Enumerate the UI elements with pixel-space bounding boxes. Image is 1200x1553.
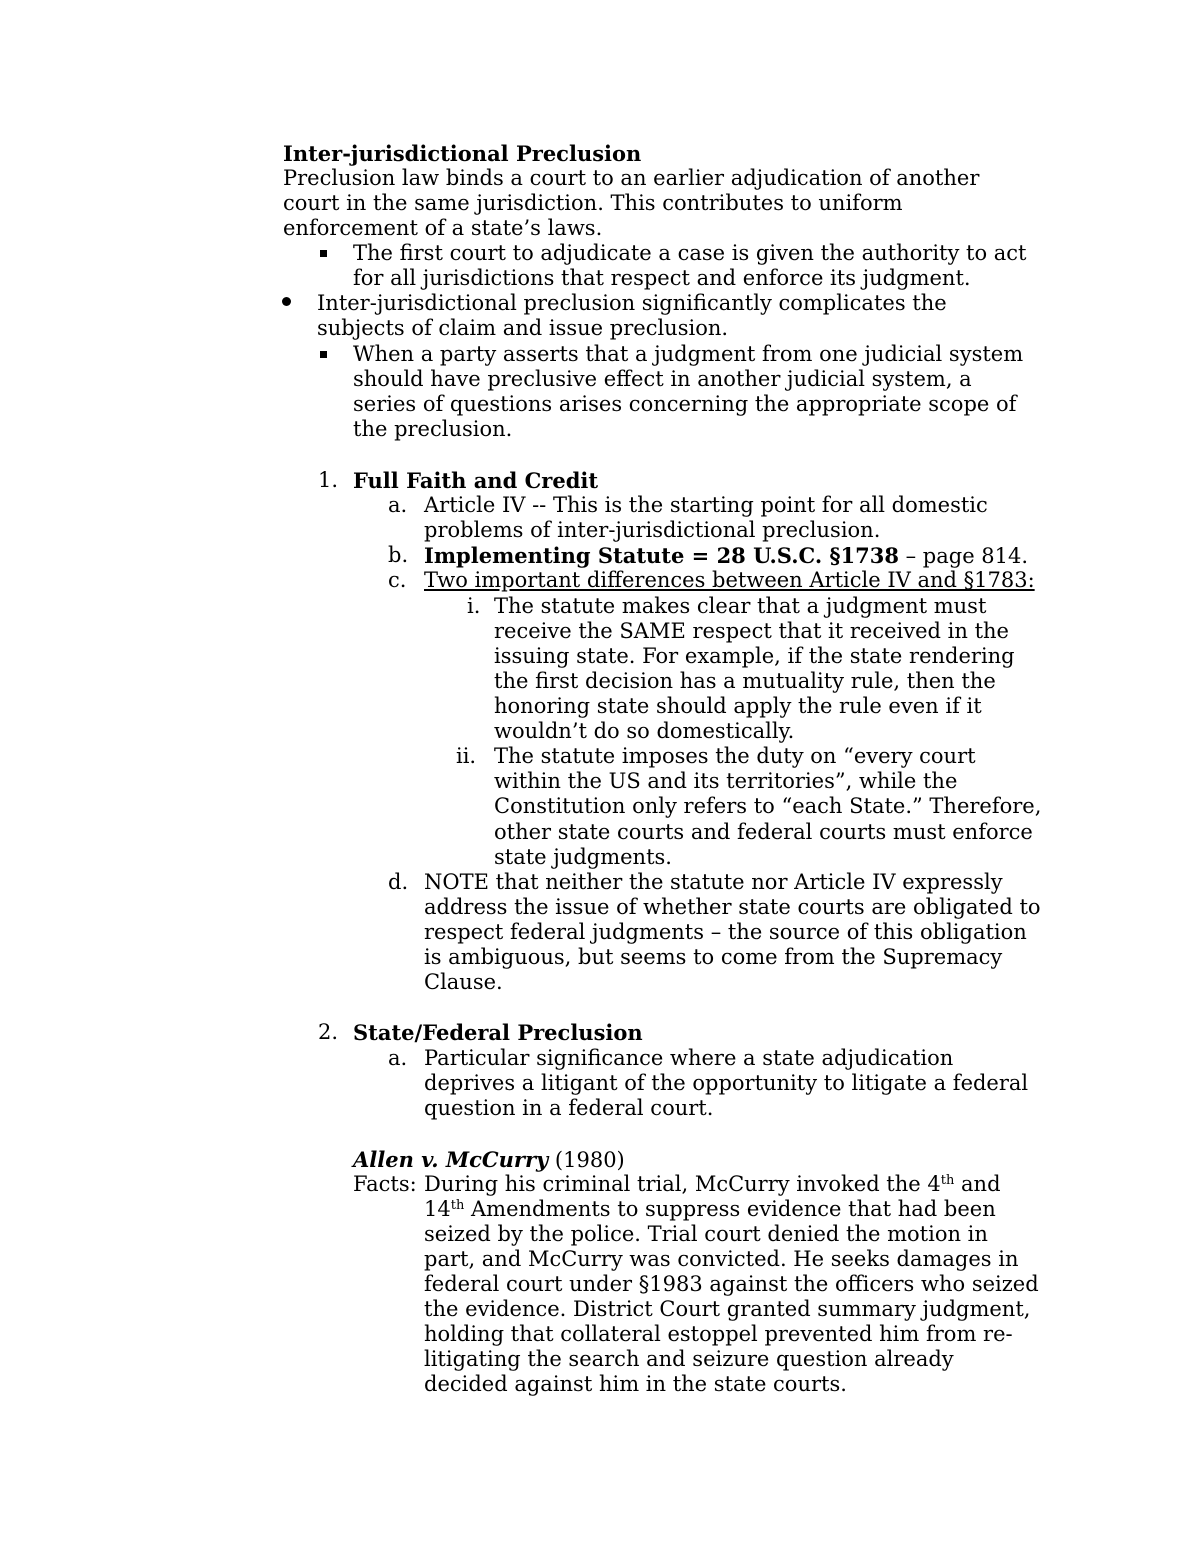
- item-text: the first decision has a mutuality rule, then the: [494, 669, 996, 693]
- item-text: respect federal judgments – the source of this obligation: [424, 920, 1027, 944]
- item-text: state judgments.: [494, 845, 672, 869]
- item-text: question in a federal court.: [424, 1096, 714, 1120]
- bullet-text: for all jurisdictions that respect and enforce its judgment.: [353, 266, 971, 290]
- bullet-text: should have preclusive effect in another judicial system, a: [353, 367, 972, 391]
- list-marker: a.: [388, 1046, 408, 1070]
- intro-line: enforcement of a state’s laws.: [283, 216, 603, 240]
- case-year: (1980): [548, 1148, 625, 1172]
- item-text: Clause.: [424, 970, 503, 994]
- facts-label: Facts:: [353, 1172, 417, 1196]
- bullet-text: the preclusion.: [353, 417, 513, 441]
- item-text: receive the SAME respect that it received in the: [494, 619, 1009, 643]
- list-marker: ii.: [456, 744, 477, 768]
- subsection-title: Full Faith and Credit: [353, 468, 599, 493]
- facts-text: part, and McCurry was convicted. He seeks damages in: [424, 1247, 1019, 1271]
- bullet-text: series of questions arises concerning the appropriate scope of: [353, 392, 1017, 416]
- facts-text: 14th Amendments to suppress evidence that had been: [424, 1197, 996, 1221]
- page-reference: – page 814.: [898, 544, 1029, 568]
- facts-text: litigating the search and seizure question already: [424, 1347, 954, 1371]
- list-marker: b.: [388, 543, 409, 567]
- item-text: address the issue of whether state courts are obligated to: [424, 895, 1041, 919]
- item-text: wouldn’t do so domestically.: [494, 719, 795, 743]
- bullet-text: When a party asserts that a judgment from one judicial system: [353, 342, 1024, 366]
- statute-citation: Implementing Statute = 28 U.S.C. §1738: [424, 543, 899, 568]
- item-text: The statute imposes the duty on “every court: [494, 744, 976, 768]
- round-bullet-icon: [282, 297, 291, 306]
- list-marker: a.: [388, 493, 408, 517]
- section-heading: Inter-jurisdictional Preclusion: [283, 141, 642, 166]
- item-text: Particular significance where a state adjudication: [424, 1046, 954, 1070]
- item-text: issuing state. For example, if the state rendering: [494, 644, 1015, 668]
- intro-line: Preclusion law binds a court to an earlier adjudication of another: [283, 166, 980, 190]
- facts-text: holding that collateral estoppel prevented him from re-: [424, 1322, 1013, 1346]
- facts-text: seized by the police. Trial court denied the motion in: [424, 1222, 988, 1246]
- item-text: within the US and its territories”, while the: [494, 769, 958, 793]
- list-number: 1.: [318, 468, 339, 492]
- item-text: The statute makes clear that a judgment must: [494, 594, 987, 618]
- case-title: [353, 1147, 625, 1173]
- item-text: deprives a litigant of the opportunity to litigate a federal: [424, 1071, 1029, 1095]
- item-text: Two important differences between Article IV and §1783:: [424, 568, 1035, 592]
- item-text: [424, 543, 1028, 569]
- list-marker: d.: [388, 870, 409, 894]
- item-text: other state courts and federal courts must enforce: [494, 820, 1033, 844]
- item-text: problems of inter-jurisdictional preclusion.: [424, 518, 881, 542]
- facts-text: decided against him in the state courts.: [424, 1372, 847, 1396]
- item-text: Article IV -- This is the starting point for all domestic: [424, 493, 988, 517]
- square-bullet-icon: [320, 351, 327, 358]
- case-name: Allen v. McCurry: [353, 1147, 549, 1172]
- facts-text: During his criminal trial, McCurry invoked the 4th and: [424, 1172, 1001, 1196]
- bullet-text: subjects of claim and issue preclusion.: [317, 316, 729, 340]
- bullet-text: Inter-jurisdictional preclusion significantly complicates the: [317, 291, 947, 315]
- square-bullet-icon: [320, 250, 327, 257]
- subsection-title: State/Federal Preclusion: [353, 1020, 643, 1045]
- item-text: is ambiguous, but seems to come from the Supremacy: [424, 945, 1003, 969]
- intro-line: court in the same jurisdiction. This contributes to uniform: [283, 191, 903, 215]
- list-marker: i.: [467, 594, 481, 618]
- list-number: 2.: [318, 1020, 339, 1044]
- item-text: NOTE that neither the statute nor Article IV expressly: [424, 870, 1003, 894]
- facts-text: the evidence. District Court granted summary judgment,: [424, 1297, 1031, 1321]
- item-text: Constitution only refers to “each State.” Therefore,: [494, 794, 1042, 818]
- bullet-text: The first court to adjudicate a case is given the authority to act: [353, 241, 1027, 265]
- item-text: honoring state should apply the rule even if it: [494, 694, 982, 718]
- list-marker: c.: [388, 568, 407, 592]
- facts-text: federal court under §1983 against the officers who seized: [424, 1272, 1039, 1296]
